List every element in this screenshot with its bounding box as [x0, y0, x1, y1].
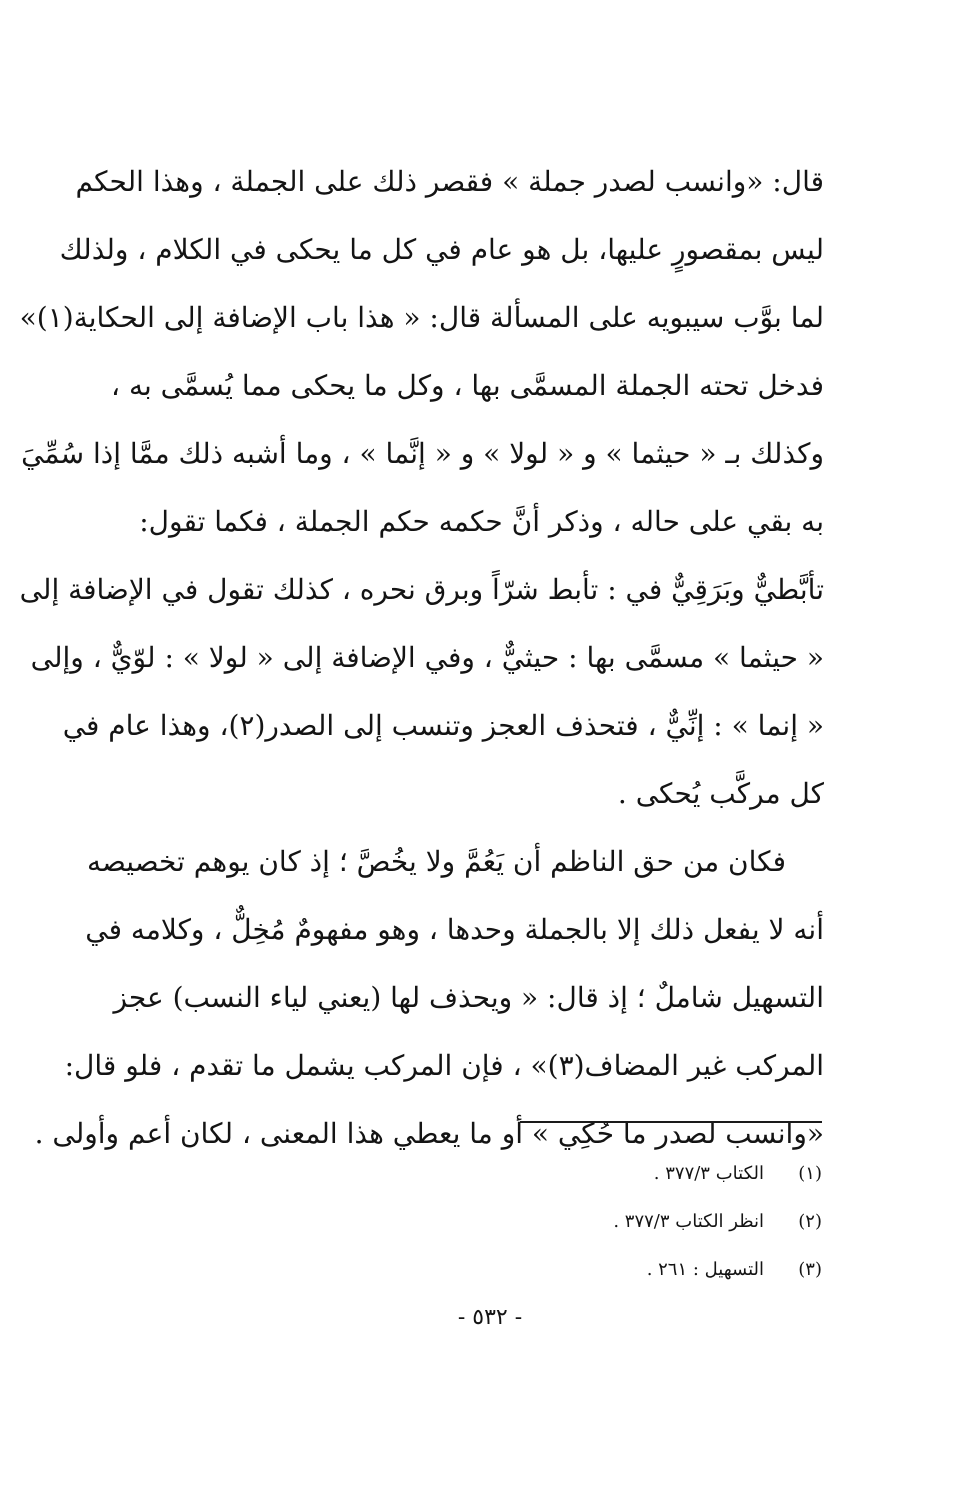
footnote-number: (٢): [798, 1211, 822, 1232]
text-line: « إنما » : إنِّيٌّ ، فتحذف العجز وتنسب إلى الصدر(٢)، وهذا عام في: [62, 709, 824, 742]
footnote: [322, 1198, 822, 1246]
footnote-text: التسهيل : ٢٦١ .: [646, 1259, 764, 1280]
text-line: « حيثما » مسمَّى بها : حيثيٌّ ، وفي الإضافة إلى « لولا » : لوّيٌّ ، وإلى: [30, 641, 824, 674]
text-line: به بقي على حاله ، وذكر أنَّ حكمه حكم الجملة ، فكما تقول:: [139, 505, 824, 538]
footnote-text: الكتاب ٣٧٧/٣ .: [653, 1163, 764, 1184]
text-line: ليس بمقصورٍ عليها، بل هو عام في كل ما يحكى في الكلام ، ولذلك: [59, 233, 824, 266]
text-line: كل مركَّب يُحكى .: [617, 777, 824, 810]
footnote: [322, 1150, 822, 1198]
footnote: [322, 1246, 822, 1294]
footnote-number: (١): [798, 1163, 822, 1184]
footnotes: [322, 1150, 822, 1294]
main-text: [19, 148, 824, 1168]
text-line: قال: «وانسب لصدر جملة » فقصر ذلك على الجملة ، وهذا الحكم: [75, 165, 824, 198]
text-line: «وانسب لصدر ما حُكِي » أو ما يعطي هذا المعنى ، لكان أعم وأولى .: [34, 1117, 824, 1150]
footnote-divider: [520, 1121, 822, 1123]
text-line: فدخل تحته الجملة المسمَّى بها ، وكل ما يحكى مما يُسمَّى به ،: [111, 369, 824, 402]
text-line: التسهيل شاملٌ ؛ إذ قال: « ويحذف لها (يعني لياء النسب) عجز: [113, 981, 824, 1014]
footnote-text: انظر الكتاب ٣٧٧/٣ .: [613, 1211, 764, 1232]
text-line: لما بوَّب سيبويه على المسألة قال: « هذا باب الإضافة إلى الحكاية(١)»: [19, 301, 824, 334]
text-line: أنه لا يفعل ذلك إلا بالجملة وحدها ، وهو مفهومٌ مُخِلٌّ ، وكلامه في: [85, 913, 824, 946]
text-line: تأبَّطيٌّ وبَرَقِيٌّ في : تأبط شرّاً وبرق نحره ، كذلك تقول في الإضافة إلى: [19, 573, 824, 606]
text-line: المركب غير المضاف(٣)» ، فإن المركب يشمل ما تقدم ، فلو قال:: [64, 1049, 824, 1082]
footnote-number: (٣): [798, 1259, 822, 1280]
text-line: فكان من حق الناظم أن يَعُمَّ ولا يخُصَّ ؛ إذ كان يوهم تخصيصه: [87, 845, 786, 878]
text-line: وكذلك بـ « حيثما » و « لولا » و « إنَّما » ، وما أشبه ذلك ممَّا إذا سُمِّيَ: [21, 437, 824, 470]
page-number: - ٥٣٢ -: [457, 1305, 523, 1330]
